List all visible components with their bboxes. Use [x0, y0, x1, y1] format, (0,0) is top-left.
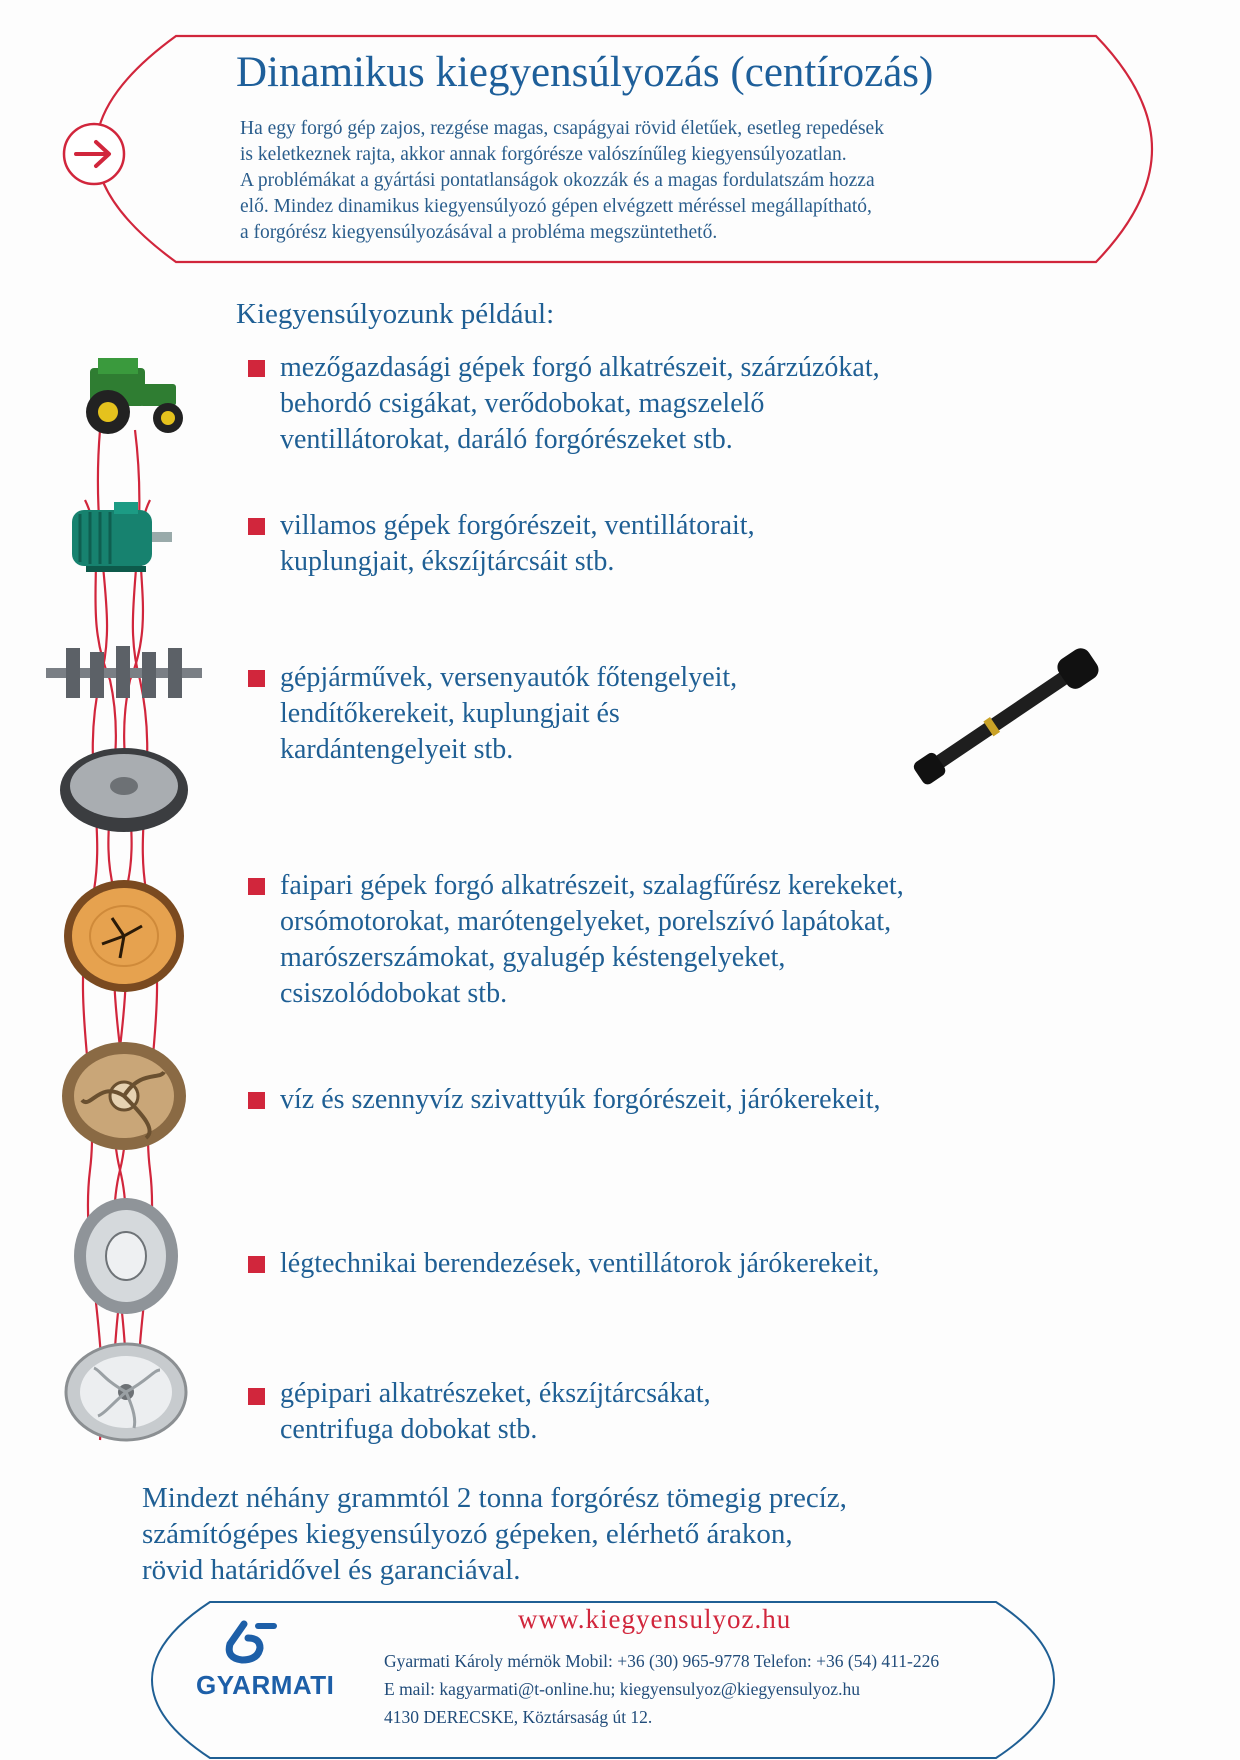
list-item: [248, 350, 880, 458]
cardan-shaft-icon: [900, 628, 1120, 808]
item-line: kardántengelyeit stb.: [280, 734, 514, 765]
contact-line: E mail: kagyarmati@t-online.hu; kiegyensulyoz@kiegyensulyoz.hu: [384, 1679, 860, 1699]
bullet-square: [248, 670, 265, 687]
logo-text: GYARMATI: [196, 1670, 335, 1700]
contact-line: 4130 DERECSKE, Köztársaság út 12.: [384, 1707, 653, 1727]
arrow-right-icon: [60, 120, 128, 188]
item-line: víz és szennyvíz szivattyúk forgórészeit, járókerekeit,: [280, 1084, 881, 1115]
bullet-square: [248, 360, 265, 377]
intro-line: elő. Mindez dinamikus kiegyensúlyozó gépen elvégzett méréssel megállapítható,: [240, 196, 872, 217]
list-item: [248, 1246, 879, 1282]
bullet-square: [248, 1388, 265, 1405]
item-line: kuplungjait, ékszíjtárcsáit stb.: [280, 546, 615, 577]
bullet-square: [248, 1092, 265, 1109]
closing-paragraph: [142, 1480, 847, 1588]
intro-line: A problémákat a gyártási pontatlanságok okozzák és a magas fordulatszám hozza: [240, 170, 875, 191]
list-item: [248, 1082, 880, 1118]
item-line: mezőgazdasági gépek forgó alkatrészeit, szárzúzókat,: [280, 352, 880, 383]
item-line: gépjárművek, versenyautók főtengelyeit,: [280, 662, 738, 693]
item-line: behordó csigákat, verődobokat, magszelelő: [280, 388, 765, 419]
closing-line: Mindezt néhány grammtól 2 tonna forgórész tömegig precíz,: [142, 1482, 847, 1514]
pulley-wheel-icon: [66, 1344, 186, 1440]
list-item: [248, 508, 755, 580]
bullet-square: [248, 518, 265, 535]
contact-line: Gyarmati Károly mérnök Mobil: +36 (30) 965-9778 Telefon: +36 (54) 411-226: [384, 1651, 940, 1671]
electric-motor-icon: [72, 502, 172, 572]
item-line: ventillátorokat, daráló forgórészeket stb.: [280, 424, 733, 455]
item-line: villamos gépek forgórészeit, ventillátorait,: [280, 510, 755, 541]
item-line: gépipari alkatrészeket, ékszíjtárcsákat,: [280, 1378, 711, 1409]
bullet-square: [248, 1256, 265, 1273]
intro-line: a forgórész kiegyensúlyozásával a probléma megszüntethető.: [240, 222, 718, 243]
pump-impeller-icon: [62, 1042, 186, 1150]
page-title: Dinamikus kiegyensúlyozás (centírozás): [236, 49, 934, 96]
item-line: marószerszámokat, gyalugép késtengelyeket,: [280, 942, 786, 973]
list-item: [248, 660, 737, 768]
closing-line: rövid határidővel és garanciával.: [142, 1554, 521, 1586]
gyarmati-logo-icon: [222, 1620, 288, 1670]
item-line: légtechnikai berendezések, ventillátorok járókerekeit,: [280, 1248, 880, 1279]
item-line: lendítőkerekeit, kuplungjait és: [280, 698, 620, 729]
tractor-icon: [86, 358, 183, 434]
intro-line: Ha egy forgó gép zajos, rezgése magas, csapágyai rövid életűek, esetleg repedések: [240, 118, 884, 139]
list-item: [248, 1376, 711, 1448]
bullet-square: [248, 878, 265, 895]
item-line: orsómotorokat, marótengelyeket, porelszívó lapátokat,: [280, 906, 892, 937]
crankshaft-icon: [46, 646, 202, 698]
closing-line: számítógépes kiegyensúlyozó gépeken, elérhető árakon,: [142, 1518, 793, 1550]
fan-impeller-icon: [74, 1198, 178, 1314]
flywheel-icon: [60, 748, 188, 832]
wood-log-icon: [64, 880, 184, 992]
item-line: faipari gépek forgó alkatrészeit, szalagfűrész kerekeket,: [280, 870, 904, 901]
section-heading: Kiegyensúlyozunk például:: [236, 298, 555, 330]
item-line: csiszolódobokat stb.: [280, 978, 508, 1009]
intro-paragraph: [240, 116, 1040, 246]
list-item: [248, 868, 904, 1012]
rotor-image-column: [40, 350, 210, 1460]
item-line: centrifuga dobokat stb.: [280, 1414, 538, 1445]
intro-line: is keletkeznek rajta, akkor annak forgórésze valószínűleg kiegyensúlyozatlan.: [240, 144, 847, 165]
website-link[interactable]: www.kiegyensulyoz.hu: [518, 1604, 792, 1634]
contact-info: [384, 1647, 939, 1731]
